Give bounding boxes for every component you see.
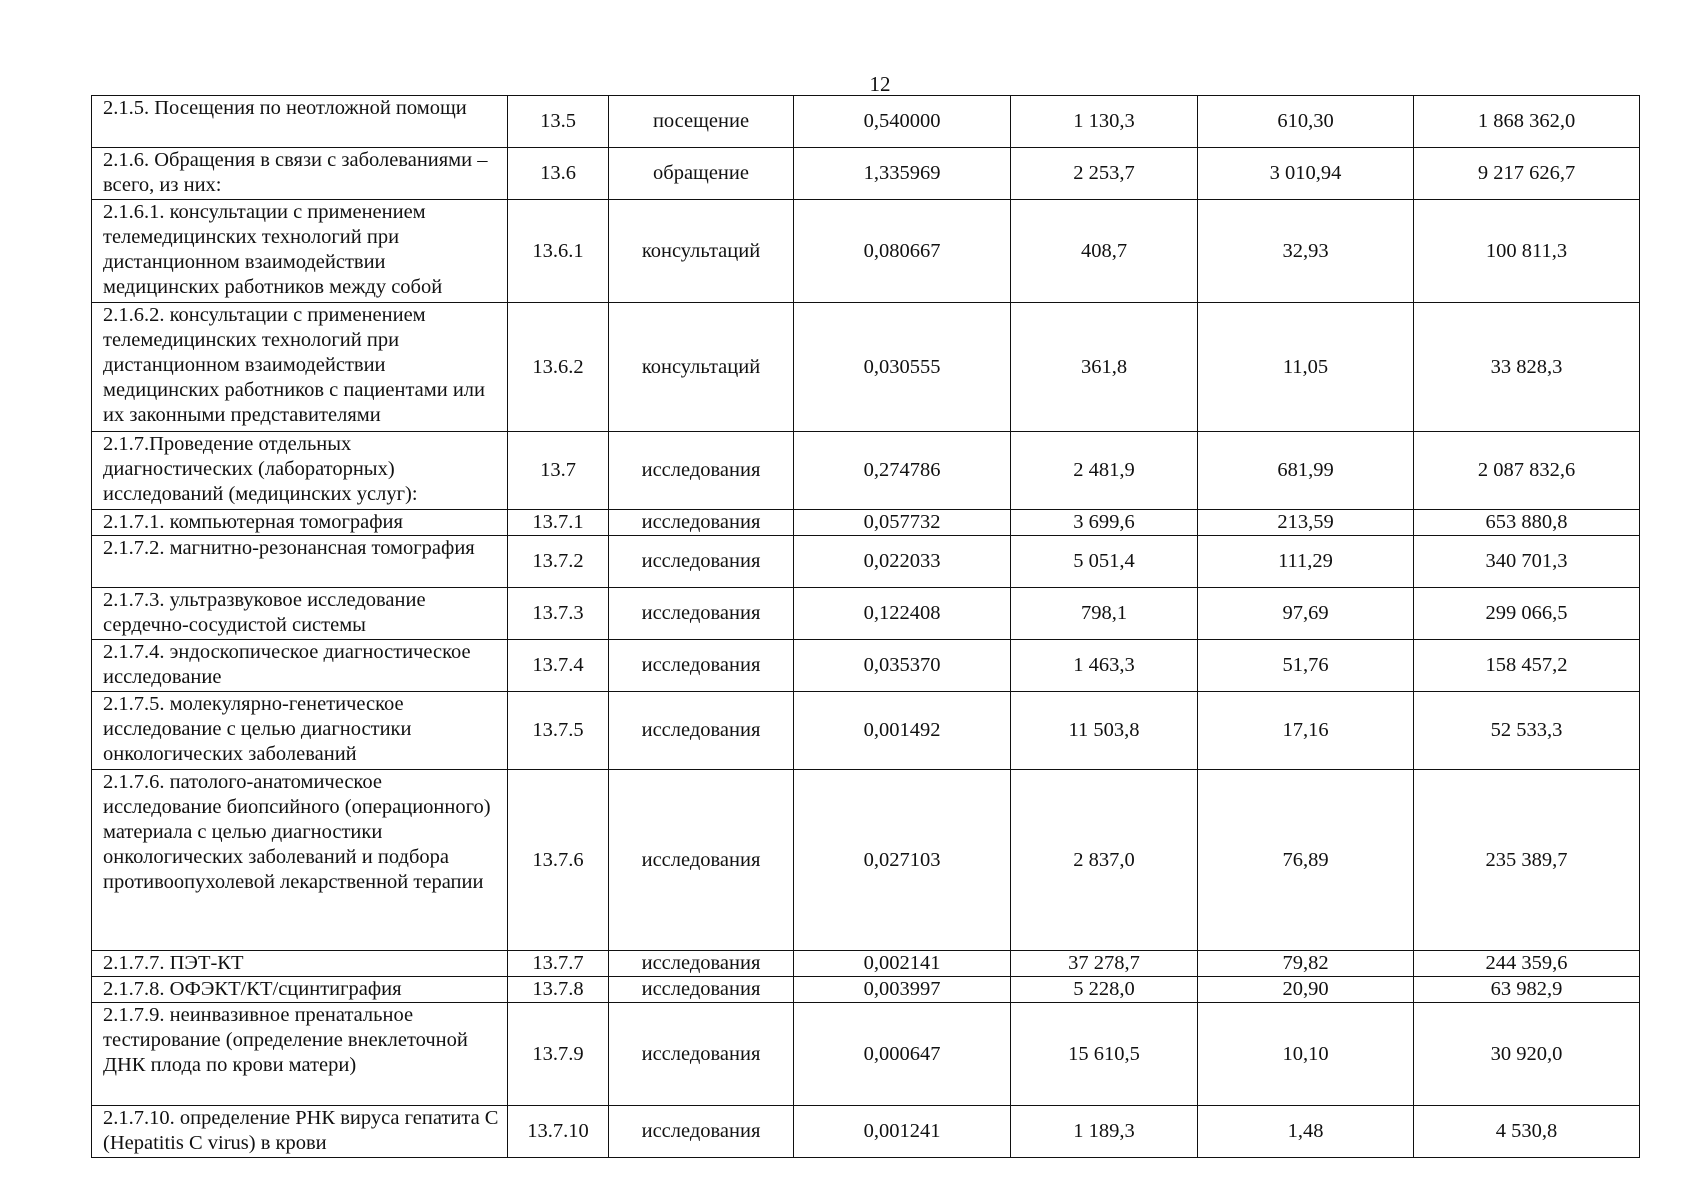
norm-cell: 0,027103 (794, 770, 1011, 951)
unit-cell: консультаций (609, 200, 794, 303)
unit-cell: исследования (609, 510, 794, 536)
norm-cell: 0,001492 (794, 692, 1011, 770)
cost-cell: 798,1 (1011, 588, 1198, 640)
table-row (92, 303, 1640, 432)
row-code-cell: 13.7.5 (508, 692, 609, 770)
service-name-cell: 2.1.7.4. эндоскопическое диагностическое исследование (92, 640, 508, 692)
row-code-cell: 13.7.6 (508, 770, 609, 951)
unit-cell: исследования (609, 770, 794, 951)
norm-cell: 1,335969 (794, 148, 1011, 200)
per-capita-cell: 681,99 (1198, 432, 1414, 510)
row-code-cell: 13.6.2 (508, 303, 609, 432)
cost-cell: 37 278,7 (1011, 951, 1198, 977)
service-name-cell: 2.1.7.8. ОФЭКТ/КТ/сцинтиграфия (92, 977, 508, 1003)
row-code-cell: 13.7.8 (508, 977, 609, 1003)
total-cell: 30 920,0 (1414, 1003, 1640, 1106)
row-code-cell: 13.6 (508, 148, 609, 200)
unit-cell: исследования (609, 1106, 794, 1158)
total-cell: 653 880,8 (1414, 510, 1640, 536)
per-capita-cell: 3 010,94 (1198, 148, 1414, 200)
unit-cell: посещение (609, 96, 794, 148)
unit-cell: исследования (609, 977, 794, 1003)
table-row (92, 588, 1640, 640)
cost-cell: 408,7 (1011, 200, 1198, 303)
row-code-cell: 13.7.1 (508, 510, 609, 536)
norm-cell: 0,003997 (794, 977, 1011, 1003)
total-cell: 158 457,2 (1414, 640, 1640, 692)
total-cell: 1 868 362,0 (1414, 96, 1640, 148)
service-name-cell: 2.1.6.2. консультации с применением телемедицинских технологий при дистанционном взаимодействии медицинских работников с пациентами или их законными представителями (92, 303, 508, 432)
row-code-cell: 13.7.7 (508, 951, 609, 977)
service-name-cell: 2.1.6.1. консультации с применением телемедицинских технологий при дистанционном взаимодействии медицинских работников между собой (92, 200, 508, 303)
cost-cell: 1 463,3 (1011, 640, 1198, 692)
norm-cell: 0,057732 (794, 510, 1011, 536)
total-cell: 244 359,6 (1414, 951, 1640, 977)
per-capita-cell: 10,10 (1198, 1003, 1414, 1106)
table-row (92, 770, 1640, 951)
cost-cell: 1 130,3 (1011, 96, 1198, 148)
norm-cell: 0,002141 (794, 951, 1011, 977)
table-row (92, 640, 1640, 692)
total-cell: 33 828,3 (1414, 303, 1640, 432)
norm-cell: 0,274786 (794, 432, 1011, 510)
norm-cell: 0,035370 (794, 640, 1011, 692)
data-table (91, 95, 1640, 1158)
unit-cell: исследования (609, 432, 794, 510)
norm-cell: 0,022033 (794, 536, 1011, 588)
row-code-cell: 13.7.3 (508, 588, 609, 640)
total-cell: 52 533,3 (1414, 692, 1640, 770)
table-row (92, 692, 1640, 770)
service-name-cell: 2.1.7.Проведение отдельных диагностических (лабораторных) исследований (медицинских услуг): (92, 432, 508, 510)
cost-cell: 11 503,8 (1011, 692, 1198, 770)
service-name-cell: 2.1.7.5. молекулярно-генетическое исследование с целью диагностики онкологических заболеваний (92, 692, 508, 770)
total-cell: 100 811,3 (1414, 200, 1640, 303)
unit-cell: исследования (609, 1003, 794, 1106)
total-cell: 299 066,5 (1414, 588, 1640, 640)
service-name-cell: 2.1.5. Посещения по неотложной помощи (92, 96, 508, 148)
table-row (92, 148, 1640, 200)
total-cell: 4 530,8 (1414, 1106, 1640, 1158)
total-cell: 9 217 626,7 (1414, 148, 1640, 200)
per-capita-cell: 111,29 (1198, 536, 1414, 588)
table-row (92, 951, 1640, 977)
row-code-cell: 13.7.4 (508, 640, 609, 692)
cost-cell: 1 189,3 (1011, 1106, 1198, 1158)
table-row (92, 1003, 1640, 1106)
norm-cell: 0,540000 (794, 96, 1011, 148)
unit-cell: исследования (609, 951, 794, 977)
per-capita-cell: 32,93 (1198, 200, 1414, 303)
row-code-cell: 13.6.1 (508, 200, 609, 303)
per-capita-cell: 17,16 (1198, 692, 1414, 770)
per-capita-cell: 610,30 (1198, 96, 1414, 148)
table-row (92, 510, 1640, 536)
service-name-cell: 2.1.7.9. неинвазивное пренатальное тестирование (определение внеклеточной ДНК плода по крови матери) (92, 1003, 508, 1106)
table-row (92, 96, 1640, 148)
cost-cell: 5 051,4 (1011, 536, 1198, 588)
table-row (92, 1106, 1640, 1158)
per-capita-cell: 51,76 (1198, 640, 1414, 692)
norm-cell: 0,001241 (794, 1106, 1011, 1158)
service-name-cell: 2.1.7.7. ПЭТ-КТ (92, 951, 508, 977)
row-code-cell: 13.7.9 (508, 1003, 609, 1106)
per-capita-cell: 20,90 (1198, 977, 1414, 1003)
total-cell: 63 982,9 (1414, 977, 1640, 1003)
service-name-cell: 2.1.6. Обращения в связи с заболеваниями – всего, из них: (92, 148, 508, 200)
per-capita-cell: 11,05 (1198, 303, 1414, 432)
unit-cell: консультаций (609, 303, 794, 432)
service-name-cell: 2.1.7.2. магнитно-резонансная томография (92, 536, 508, 588)
cost-cell: 15 610,5 (1011, 1003, 1198, 1106)
row-code-cell: 13.5 (508, 96, 609, 148)
cost-cell: 3 699,6 (1011, 510, 1198, 536)
per-capita-cell: 97,69 (1198, 588, 1414, 640)
unit-cell: обращение (609, 148, 794, 200)
unit-cell: исследования (609, 640, 794, 692)
table-row (92, 536, 1640, 588)
per-capita-cell: 1,48 (1198, 1106, 1414, 1158)
service-name-cell: 2.1.7.1. компьютерная томография (92, 510, 508, 536)
cost-cell: 2 837,0 (1011, 770, 1198, 951)
unit-cell: исследования (609, 692, 794, 770)
table-row (92, 200, 1640, 303)
cost-cell: 2 481,9 (1011, 432, 1198, 510)
per-capita-cell: 76,89 (1198, 770, 1414, 951)
table-row (92, 432, 1640, 510)
total-cell: 340 701,3 (1414, 536, 1640, 588)
cost-cell: 5 228,0 (1011, 977, 1198, 1003)
row-code-cell: 13.7.2 (508, 536, 609, 588)
norm-cell: 0,122408 (794, 588, 1011, 640)
service-name-cell: 2.1.7.6. патолого-анатомическое исследование биопсийного (операционного) материала с целью диагностики онкологических заболеваний и подбора противоопухолевой лекарственной терапии (92, 770, 508, 951)
service-name-cell: 2.1.7.3. ультразвуковое исследование сердечно-сосудистой системы (92, 588, 508, 640)
unit-cell: исследования (609, 588, 794, 640)
row-code-cell: 13.7 (508, 432, 609, 510)
cost-cell: 361,8 (1011, 303, 1198, 432)
row-code-cell: 13.7.10 (508, 1106, 609, 1158)
total-cell: 2 087 832,6 (1414, 432, 1640, 510)
unit-cell: исследования (609, 536, 794, 588)
norm-cell: 0,030555 (794, 303, 1011, 432)
cost-cell: 2 253,7 (1011, 148, 1198, 200)
norm-cell: 0,080667 (794, 200, 1011, 303)
table-row (92, 977, 1640, 1003)
total-cell: 235 389,7 (1414, 770, 1640, 951)
per-capita-cell: 79,82 (1198, 951, 1414, 977)
norm-cell: 0,000647 (794, 1003, 1011, 1106)
page-number: 12 (869, 72, 891, 96)
per-capita-cell: 213,59 (1198, 510, 1414, 536)
service-name-cell: 2.1.7.10. определение РНК вируса гепатита С (Hepatitis C virus) в крови (92, 1106, 508, 1158)
